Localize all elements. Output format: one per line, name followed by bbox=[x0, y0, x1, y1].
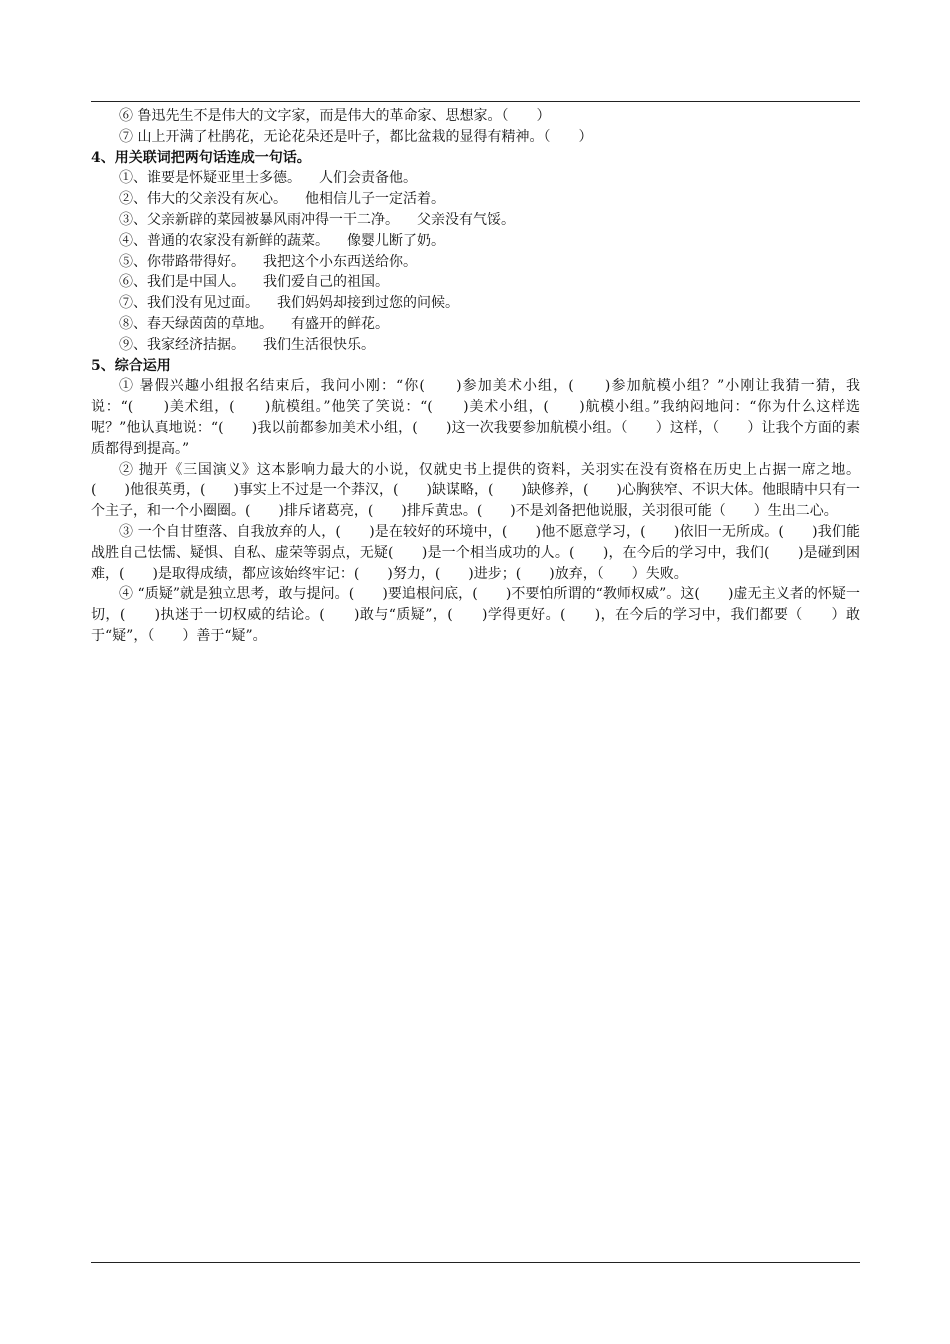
list-item: ⑦、我们没有见过面。 我们妈妈却接到过您的问候。 bbox=[119, 295, 459, 312]
list-item: ⑨、我家经济拮据。 我们生活很快乐。 bbox=[119, 336, 375, 353]
section-4-list bbox=[91, 168, 860, 355]
intro-item-7: ⑦ 山上开满了杜鹃花，无论花朵还是叶子，都比盆栽的显得有精神。（ ） bbox=[119, 128, 593, 145]
list-item: ③、父亲新辟的菜园被暴风雨冲得一干二净。 父亲没有气馁。 bbox=[119, 211, 515, 228]
list-item: ④、普通的农家没有新鲜的蔬菜。 像婴儿断了奶。 bbox=[119, 232, 445, 249]
intro-item-6: ⑥ 鲁迅先生不是伟大的文字家，而是伟大的革命家、思想家。（ ） bbox=[119, 108, 551, 124]
section-5-paragraph-4: ④ “质疑”就是独立思考，敢与提问。( )要追根问底，( )不要怕所谓的“教师权威”。这( )虚无主义者的怀疑一切，( )执迷于一切权威的结论。( )敢与“质疑”，( )学得更好。( )，在今后的学习中，我们都要（ ）敢于“疑”，（ ）善于“疑”。 bbox=[91, 586, 860, 644]
list-item: ⑤、你带路带得好。 我把这个小东西送给你。 bbox=[119, 253, 417, 270]
section-5-paragraph-3: ③ 一个自甘堕落、自我放弃的人，( )是在较好的环境中，( )他不愿意学习，( )依旧一无所成。( )我们能战胜自己怯懦、疑惧、自私、虚荣等弱点，无疑( )是一个相当成功的人。( )，在今后的学习中，我们( )是碰到困难，( )是取得成绩，都应该始终牢记：( )努力，( )进步；( )放弃，（ ）失败。 bbox=[91, 523, 860, 582]
section-5-paragraph-1: ① 暑假兴趣小组报名结束后，我问小刚：“你( )参加美术小组，( )参加航模小组？”小刚让我猜一猜，我说：“( )美术组，( )航模组。”他笑了笑说：“( )美术小组，( )航模小组。”我纳闷地问：“你为什么这样选呢？”他认真地说：“( )我以前都参加美术小组，( )这一次我要参加航模小组。（ ）这样，（ ）让我个方面的素质都得到提高。” bbox=[91, 378, 860, 457]
footer-rule bbox=[91, 1262, 860, 1263]
list-item: ②、伟大的父亲没有灰心。 他相信儿子一定活着。 bbox=[119, 191, 445, 208]
list-item: ①、谁要是怀疑亚里士多德。 人们会责备他。 bbox=[119, 170, 417, 187]
section-5-title: 5、综合运用 bbox=[91, 357, 171, 374]
section-4-title: 4、用关联词把两句话连成一句话。 bbox=[91, 149, 311, 166]
section-5-paragraph-2: ② 抛开《三国演义》这本影响力最大的小说，仅就史书上提供的资料，关羽实在没有资格在历史上占据一席之地。( )他很英勇，( )事实上不过是一个莽汉，( )缺谋略，( )缺修养，( )心胸狭窄、不识大体。他眼睛中只有一个主子，和一个小圈圈。( )排斥诸葛亮，( )排斥黄忠。( )不是刘备把他说服，关羽很可能（ ）生出二心。 bbox=[91, 461, 860, 520]
list-item: ⑧、春天绿茵茵的草地。 有盛开的鲜花。 bbox=[119, 315, 389, 332]
header-rule bbox=[91, 101, 860, 102]
list-item: ⑥、我们是中国人。 我们爱自己的祖国。 bbox=[119, 274, 389, 291]
document-body bbox=[91, 106, 860, 647]
